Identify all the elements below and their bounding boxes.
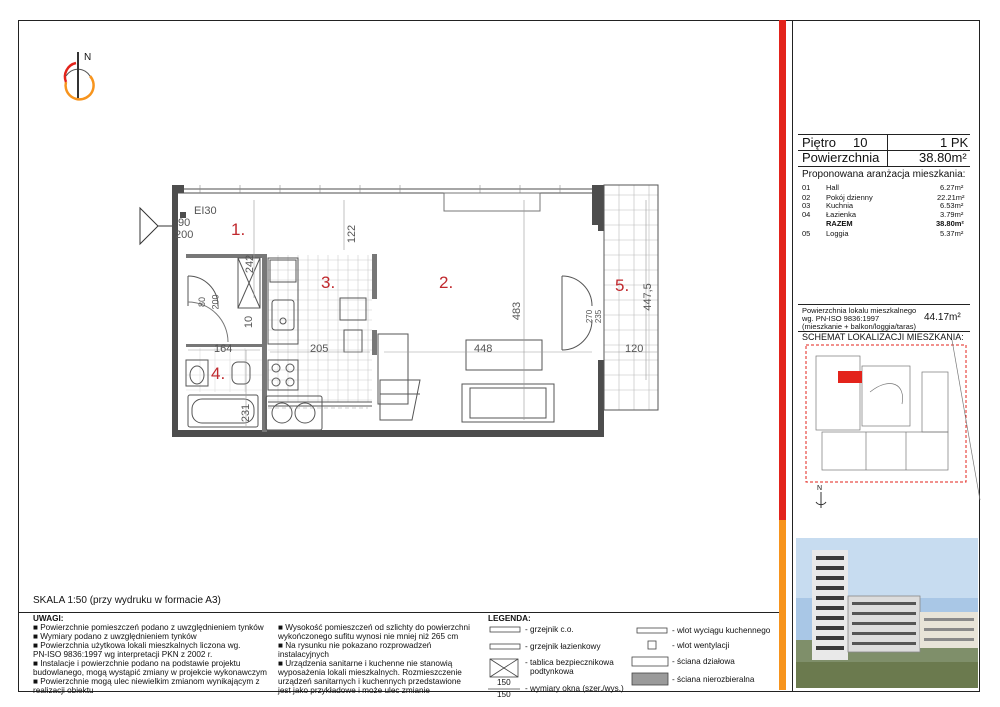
scale-label: SKALA 1:50 (przy wydruku w formacie A3): [33, 595, 221, 606]
legend-radiator: - grzejnik c.o.: [525, 625, 574, 634]
loggia-area: 5.37m²: [940, 229, 964, 238]
dim-label-483: 483: [511, 301, 524, 321]
loggia-name: Loggia: [826, 229, 849, 238]
room-no-4: 04: [802, 210, 811, 219]
usable-line-3: (mieszkanie + balkon/loggia/taras): [802, 322, 917, 331]
dim-label-10: 10: [243, 315, 256, 329]
room-area-1: 6.27m²: [940, 183, 964, 192]
notes-col1-1: ■ Wymiary podano z uwzględnieniem tynków: [33, 632, 197, 641]
room-number-3: 3.: [321, 273, 336, 292]
room-no-2: 02: [802, 193, 811, 202]
legend-partition-wall: - ściana działowa: [672, 657, 735, 666]
room-name-4: Łazienka: [826, 210, 857, 219]
room-number-4: 4.: [211, 364, 226, 383]
notes-col2-2: ■ Na rysunku nie pokazano rozprowadzeń: [278, 641, 432, 650]
dim-label-80: 80: [197, 296, 208, 308]
legend-bath-radiator: - grzejnik łazienkowy: [525, 642, 601, 651]
usable-area-value: 44.17m²: [924, 312, 961, 323]
room-no-3: 03: [802, 201, 811, 210]
dim-label-448: 448: [474, 343, 493, 355]
dim-label-164: 164: [214, 343, 233, 355]
legend-window-height: 150: [497, 690, 511, 699]
dim-label-door-height: 200: [175, 229, 194, 241]
total-area: 38.80m²: [936, 219, 964, 228]
notes-col2-7: jest jako przykładowe i może ulec zmianie: [278, 686, 430, 695]
dim-label-122: 122: [346, 224, 359, 244]
dim-label-447: 447,5: [641, 283, 654, 311]
notes-col2-0: ■ Wysokość pomieszczeń od szlichty do powierzchni: [278, 623, 470, 632]
arrangement-title: Proponowana aranżacja mieszkania:: [802, 169, 966, 180]
room-number-2: 2.: [439, 273, 454, 292]
north-label: N: [84, 52, 92, 63]
room-name-1: Hall: [826, 183, 839, 192]
notes-col2-6: urządzeń sanitarnych i kuchennych przedstawione: [278, 677, 461, 686]
room-area-2: 22.21m²: [937, 193, 965, 202]
notes-col2-5: wyposażenia lokali mieszkalnych. Rozmieszczenie: [278, 668, 462, 677]
usable-top-rule: [798, 304, 970, 305]
dim-label-205: 205: [310, 343, 329, 355]
location-schema: [806, 340, 980, 508]
dim-label-231: 231: [240, 403, 253, 423]
area-label: Powierzchnia: [802, 150, 880, 165]
floor-label: Piętro: [802, 135, 836, 150]
room-area-3: 6.53m²: [940, 201, 964, 210]
dim-label-200: 200: [210, 294, 221, 310]
dim-label-120: 120: [625, 343, 644, 355]
schema-north-label: N: [817, 485, 823, 492]
notes-col2-4: ■ Urządzenia sanitarne i kuchenne nie stanowią: [278, 659, 453, 668]
dim-label-235: 235: [594, 309, 604, 324]
legend-kitchen-exhaust: - wlot wyciągu kuchennego: [672, 626, 771, 635]
room-number-1: 1.: [231, 220, 246, 239]
dim-label-270: 270: [585, 309, 595, 324]
legend-title: LEGENDA:: [488, 614, 531, 623]
notes-col1-0: ■ Powierzchnie pomieszczeń podano z uwzględnieniem tynków: [33, 623, 264, 632]
building-render-image: [796, 538, 978, 688]
notes-col2-3: instalacyjnych: [278, 650, 329, 659]
area-value: 38.80m²: [919, 150, 967, 165]
legend-bearing-wall: - ściana nierozbieralna: [672, 675, 755, 684]
room-number-5: 5.: [615, 276, 630, 295]
notes-col1-2: ■ Powierzchnia użytkowa lokali mieszkalnych liczona wg.: [33, 641, 241, 650]
dim-label-ei30: EI30: [194, 205, 217, 217]
room-area-4: 3.79m²: [940, 210, 964, 219]
room-no-1: 01: [802, 183, 811, 192]
info-divider-v: [887, 134, 888, 166]
legend-window-width: 150: [497, 678, 511, 687]
notes-col1-4: ■ Instalacje i powierzchnie podano na podstawie projektu: [33, 659, 241, 668]
total-label: RAZEM: [826, 219, 853, 228]
location-title: SCHEMAT LOKALIZACJI MIESZKANIA:: [802, 332, 964, 342]
room-name-2: Pokój dzienny: [826, 193, 873, 202]
loggia-no: 05: [802, 229, 811, 238]
usable-line-2: wg. PN-ISO 9836:1997: [802, 314, 880, 323]
legend-window-dims: - wymiary okna (szer./wys.): [525, 684, 624, 693]
usable-line-1: Powierzchnia lokalu mieszkalnego: [802, 306, 917, 315]
notes-col1-6: ■ Powierzchnie mogą ulec niewielkim zmianom wynikającym z: [33, 677, 260, 686]
notes-col1-5: budowlanego, mogą wystąpić zmiany w projekcie wykonawczym: [33, 668, 267, 677]
notes-col2-1: wykończonego sufitu wynosi nie mniej niż 265 cm: [278, 632, 459, 641]
info-rule-3: [798, 166, 970, 167]
legend-fuse-box: - tablica bezpiecznikowa: [525, 658, 614, 667]
unit-code: 1 PK: [940, 135, 969, 150]
notes-col1-3: PN-ISO 9836:1997 wg interpretacji PKN z 2002 r.: [33, 650, 213, 659]
room-name-3: Kuchnia: [826, 201, 854, 210]
notes-title: UWAGI:: [33, 614, 64, 623]
floor-value: 10: [853, 135, 868, 150]
legend-ventilation: - wlot wentylacji: [672, 641, 730, 650]
dim-label-242: 242: [244, 254, 257, 274]
notes-col1-7: realizacji obiektu: [33, 686, 94, 695]
dim-label-door-width: 90: [178, 217, 191, 229]
legend-fuse-box-2: podtynkowa: [530, 667, 574, 676]
